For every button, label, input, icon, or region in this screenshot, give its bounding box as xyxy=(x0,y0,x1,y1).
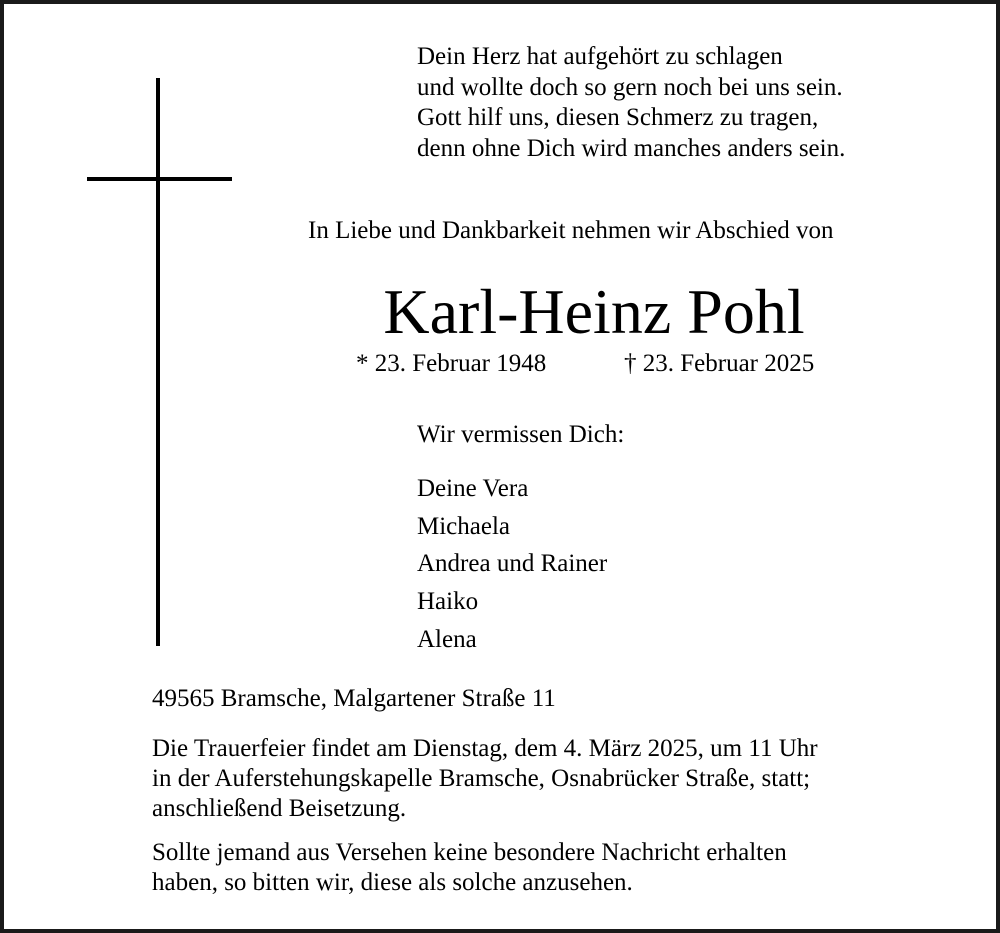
cross-icon-vertical-bar xyxy=(156,78,160,646)
service-notice-line: anschließend Beisetzung. xyxy=(152,795,407,822)
family-list xyxy=(417,470,607,659)
farewell-intro: In Liebe und Dankbarkeit nehmen wir Abschied von xyxy=(308,217,834,244)
closing-notice-line: haben, so bitten wir, diese als solche anzusehen. xyxy=(152,869,633,896)
closing-notice-line: Sollte jemand aus Versehen keine besondere Nachricht erhalten xyxy=(152,839,787,866)
poem xyxy=(417,42,937,164)
poem-line: Gott hilf uns, diesen Schmerz zu tragen, xyxy=(417,104,819,131)
miss-you-line: Wir vermissen Dich: xyxy=(417,421,625,448)
address: 49565 Bramsche, Malgartener Straße 11 xyxy=(152,685,556,712)
family-member: Haiko xyxy=(417,588,479,616)
service-notice xyxy=(152,734,818,824)
closing-notice xyxy=(152,838,787,898)
family-member: Michaela xyxy=(417,512,511,540)
cross-icon-horizontal-bar xyxy=(87,177,232,181)
service-notice-line: in der Auferstehungskapelle Bramsche, Osnabrücker Straße, statt; xyxy=(152,765,811,792)
birth-date: * 23. Februar 1948 xyxy=(356,350,547,377)
deceased-name: Karl-Heinz Pohl xyxy=(383,276,805,347)
family-member: Andrea und Rainer xyxy=(417,550,608,578)
family-member: Deine Vera xyxy=(417,475,529,502)
service-notice-line: Die Trauerfeier findet am Dienstag, dem 4. März 2025, um 11 Uhr xyxy=(152,735,818,762)
poem-line: denn ohne Dich wird manches anders sein. xyxy=(417,134,846,162)
death-date: † 23. Februar 2025 xyxy=(624,350,815,377)
poem-line: und wollte doch so gern noch bei uns sein. xyxy=(417,73,843,101)
family-member: Alena xyxy=(417,625,477,653)
poem-line: Dein Herz hat aufgehört zu schlagen xyxy=(417,43,783,70)
